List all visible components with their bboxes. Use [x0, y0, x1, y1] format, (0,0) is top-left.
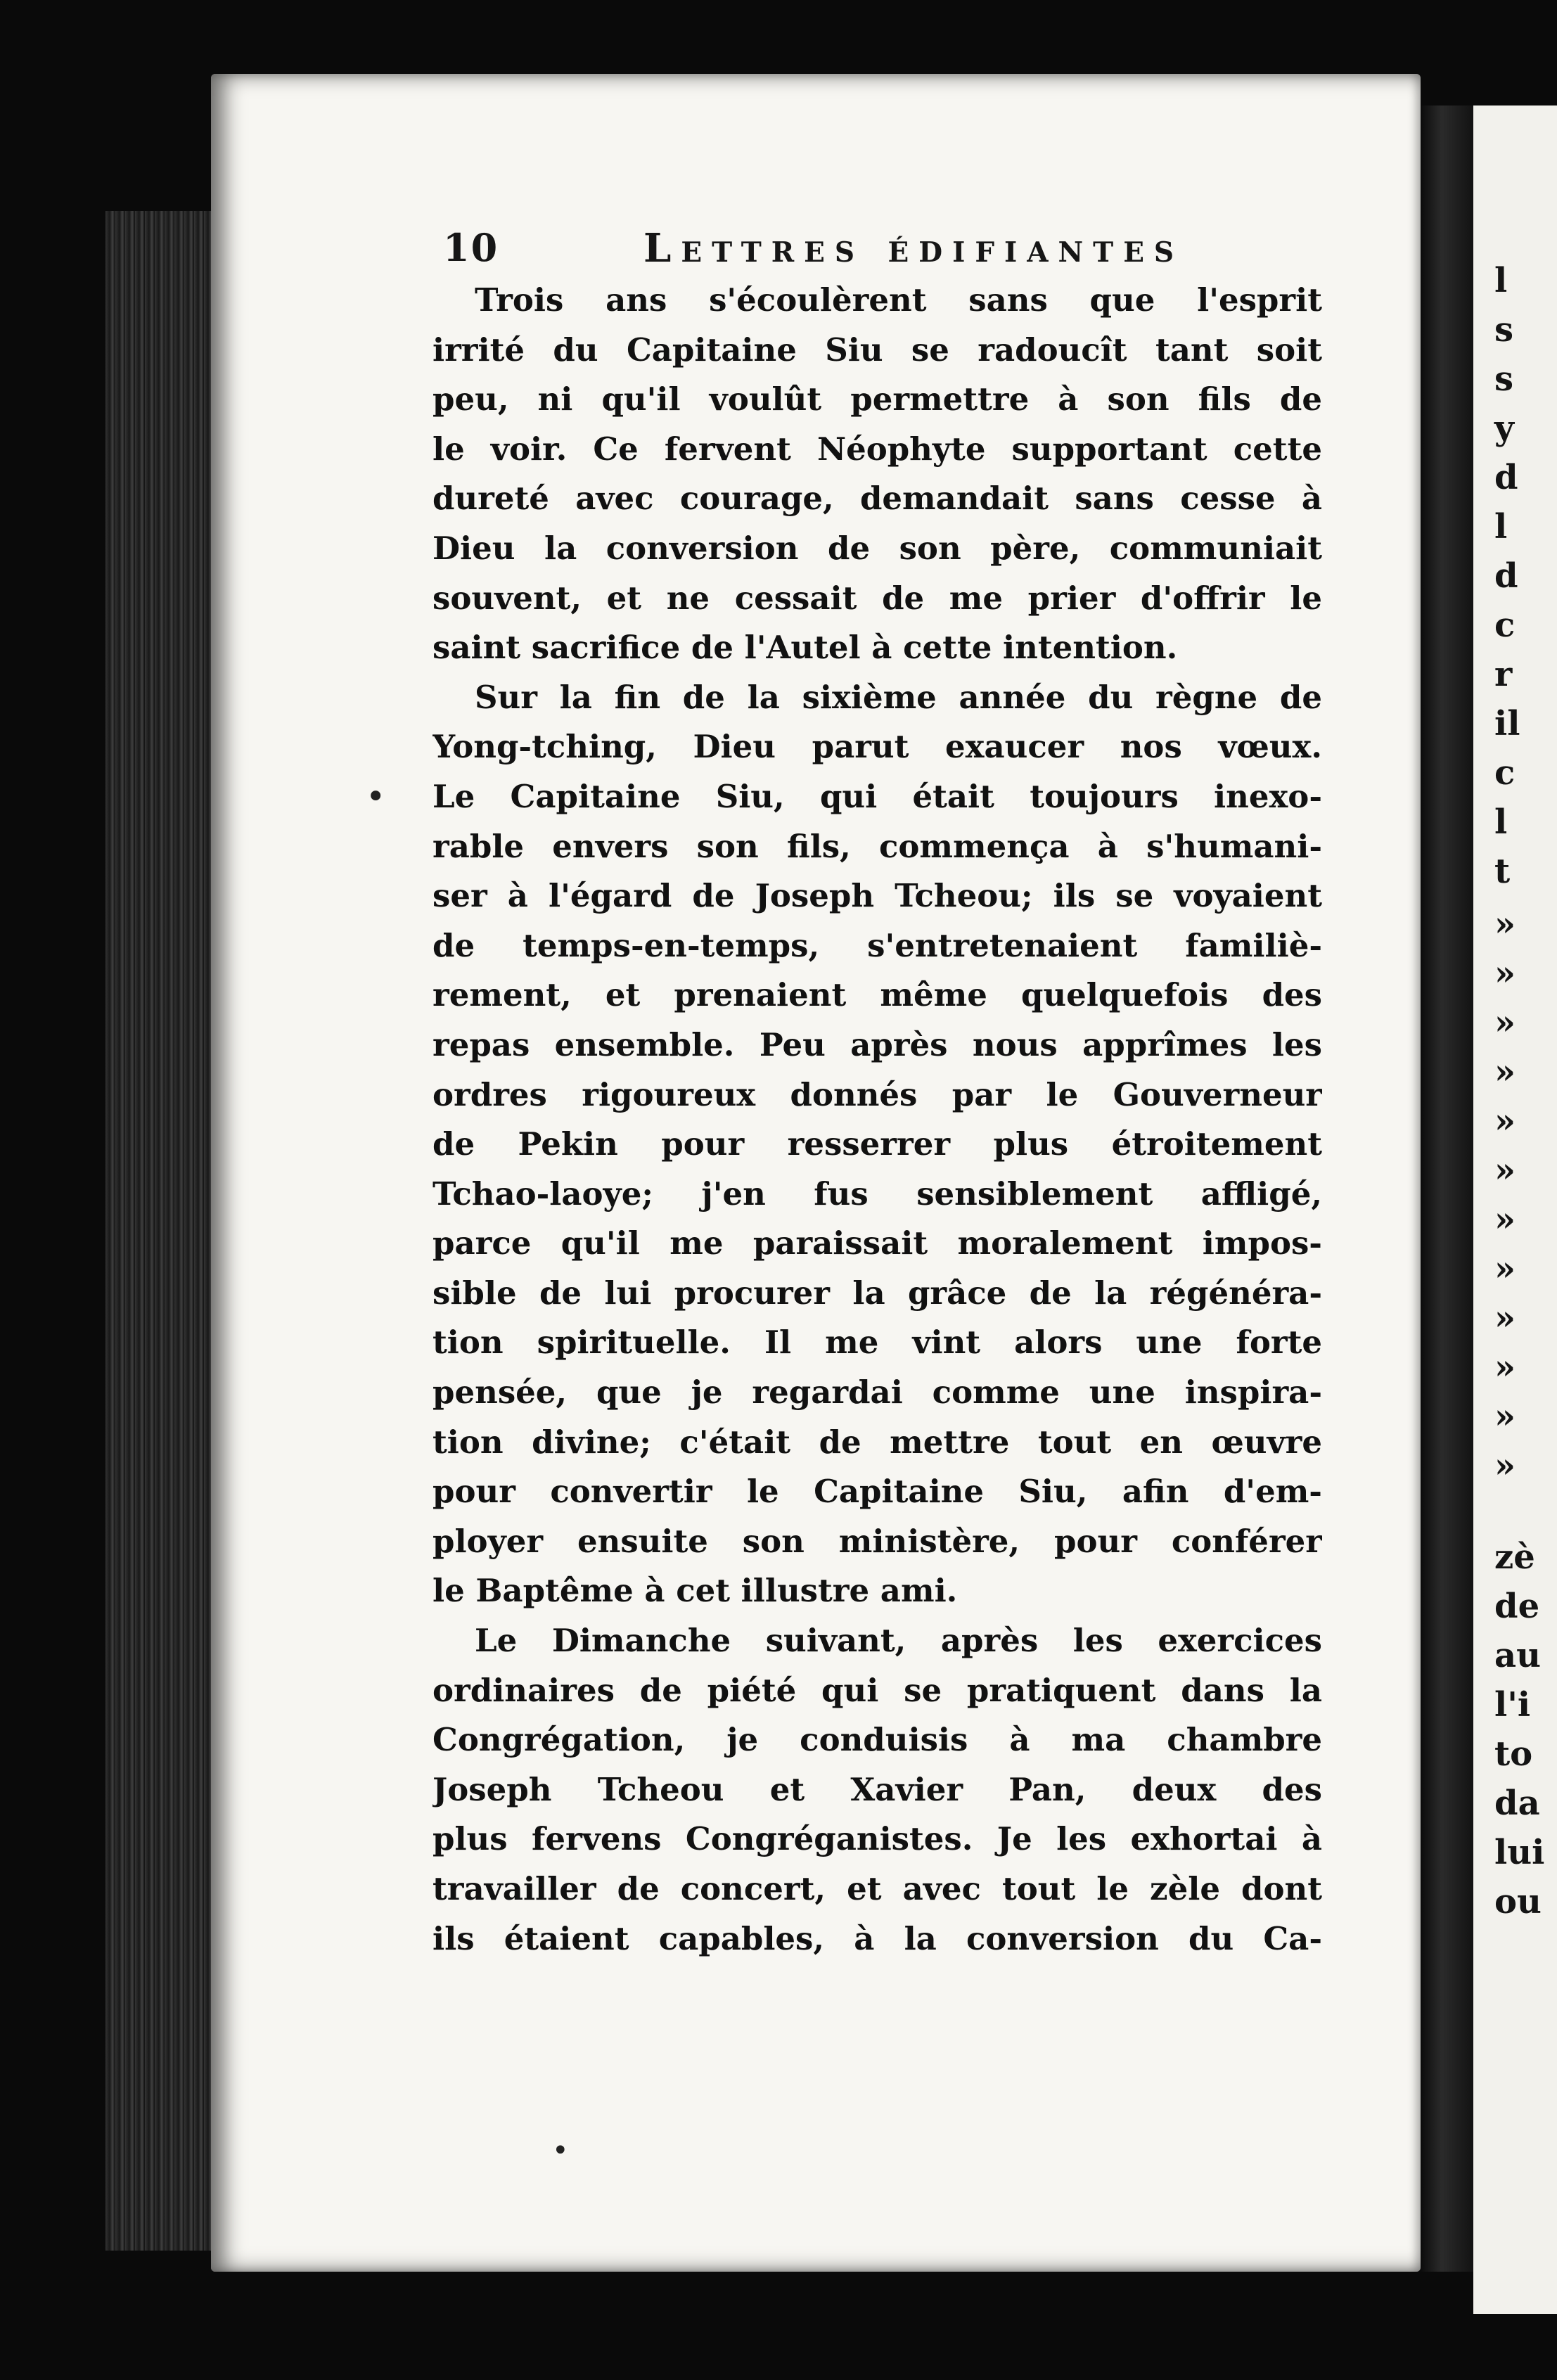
text-line: le voir. Ce fervent Néophyte supportant cette	[432, 430, 1322, 468]
text-line: ser à l'égard de Joseph Tcheou; ils se voyaient	[432, 877, 1322, 915]
facing-page-fragment: c	[1494, 606, 1516, 645]
text-line: Dieu la conversion de son père, communiait	[432, 529, 1322, 567]
text-line: Le Dimanche suivant, après les exercices	[475, 1622, 1322, 1660]
facing-page-fragment: »	[1494, 1298, 1516, 1338]
bottom-mark: •	[552, 2135, 569, 2167]
facing-page-fragment: s	[1494, 310, 1514, 350]
book-gutter	[1421, 105, 1473, 2272]
facing-page-fragment: d	[1494, 556, 1518, 596]
facing-page-fragment: l	[1494, 261, 1508, 300]
text-line: rement, et prenaient même quelquefois des	[432, 976, 1322, 1014]
text-line: parce qu'il me paraissait moralement impos-	[432, 1224, 1322, 1262]
facing-page-fragment: »	[1494, 1397, 1516, 1436]
facing-page-fragment: »	[1494, 1446, 1516, 1485]
text-line: le Baptême à cet illustre ami.	[432, 1572, 958, 1610]
text-line: Sur la fin de la sixième année du règne de	[475, 678, 1322, 716]
running-head	[443, 225, 1357, 270]
text-line: dureté avec courage, demandait sans cesse à	[432, 480, 1322, 518]
text-line: irrité du Capitaine Siu se radoucît tant soit	[432, 331, 1322, 369]
facing-page-fragment: zè	[1494, 1537, 1535, 1577]
text-line: saint sacrifice de l'Autel à cette intention.	[432, 629, 1178, 667]
facing-page-fragment: s	[1494, 359, 1514, 399]
facing-page-fragment: l'i	[1494, 1685, 1531, 1725]
text-line: Congrégation, je conduisis à ma chambre	[432, 1721, 1322, 1759]
facing-page-fragment: il	[1494, 704, 1520, 743]
facing-page-fragment: »	[1494, 1003, 1516, 1042]
text-line: Joseph Tcheou et Xavier Pan, deux des	[432, 1770, 1322, 1808]
facing-page-fragment: y	[1494, 409, 1514, 448]
text-line: pour convertir le Capitaine Siu, afin d'em-	[432, 1473, 1322, 1511]
page-edges	[105, 211, 211, 2251]
text-line: pensée, que je regardai comme une inspira-	[432, 1374, 1322, 1412]
text-line: ployer ensuite son ministère, pour conférer	[432, 1522, 1322, 1560]
facing-page-fragment: »	[1494, 1249, 1516, 1288]
text-line: ils étaient capables, à la conversion du Ca-	[432, 1919, 1322, 1957]
text-line: de temps-en-temps, s'entretenaient familiè-	[432, 926, 1322, 964]
text-line: ordres rigoureux donnés par le Gouverneur	[432, 1075, 1322, 1113]
facing-page-fragment: »	[1494, 1052, 1516, 1092]
facing-page-fragment: au	[1494, 1636, 1541, 1675]
text-line: souvent, et ne cessait de me prier d'offrir le	[432, 579, 1322, 617]
facing-page-fragment: ou	[1494, 1882, 1542, 1921]
facing-page-fragment: lui	[1494, 1833, 1545, 1872]
text-line: travailler de concert, et avec tout le zèle dont	[432, 1870, 1322, 1907]
facing-page-fragment: »	[1494, 1348, 1516, 1387]
facing-page-fragment: »	[1494, 954, 1516, 993]
running-title: Lettres édifiantes	[643, 225, 1184, 271]
margin-mark: •	[366, 777, 386, 817]
facing-page-fragment: d	[1494, 458, 1518, 497]
text-line: rable envers son fils, commença à s'humani-	[432, 827, 1322, 865]
facing-page-fragment: »	[1494, 1101, 1516, 1141]
text-line: peu, ni qu'il voulût permettre à son fils de	[432, 380, 1322, 418]
text-line: plus fervens Congréganistes. Je les exhortai à	[432, 1820, 1322, 1858]
text-line: tion spirituelle. Il me vint alors une forte	[432, 1324, 1322, 1362]
facing-page-fragment: de	[1494, 1587, 1540, 1626]
facing-page-fragment: »	[1494, 1151, 1516, 1190]
text-line: tion divine; c'était de mettre tout en œuvre	[432, 1423, 1322, 1461]
text-line: Trois ans s'écoulèrent sans que l'esprit	[475, 281, 1322, 319]
facing-page-fragment: »	[1494, 904, 1516, 944]
text-line: de Pekin pour resserrer plus étroitement	[432, 1125, 1322, 1163]
text-line: sible de lui procurer la grâce de la régénéra-	[432, 1274, 1322, 1312]
facing-page-fragment: t	[1494, 852, 1511, 891]
facing-page-fragment: l	[1494, 802, 1508, 842]
facing-page-fragment: c	[1494, 753, 1516, 793]
text-line: Tchao-laoye; j'en fus sensiblement affligé,	[432, 1175, 1322, 1213]
facing-page-fragment: to	[1494, 1734, 1533, 1774]
facing-page-fragment: l	[1494, 507, 1508, 546]
facing-page-edge	[1473, 105, 1557, 2314]
facing-page-fragment: »	[1494, 1200, 1516, 1239]
text-line: ordinaires de piété qui se pratiquent dans la	[432, 1671, 1322, 1709]
text-line: repas ensemble. Peu après nous apprîmes les	[432, 1025, 1322, 1063]
page-number: 10	[443, 225, 499, 270]
text-line: Le Capitaine Siu, qui était toujours inexo-	[432, 777, 1322, 815]
facing-page-fragment: r	[1494, 655, 1513, 694]
text-line: Yong-tching, Dieu parut exaucer nos vœux.	[432, 728, 1322, 766]
body-text	[432, 276, 1322, 1964]
facing-page-fragment: da	[1494, 1784, 1540, 1823]
